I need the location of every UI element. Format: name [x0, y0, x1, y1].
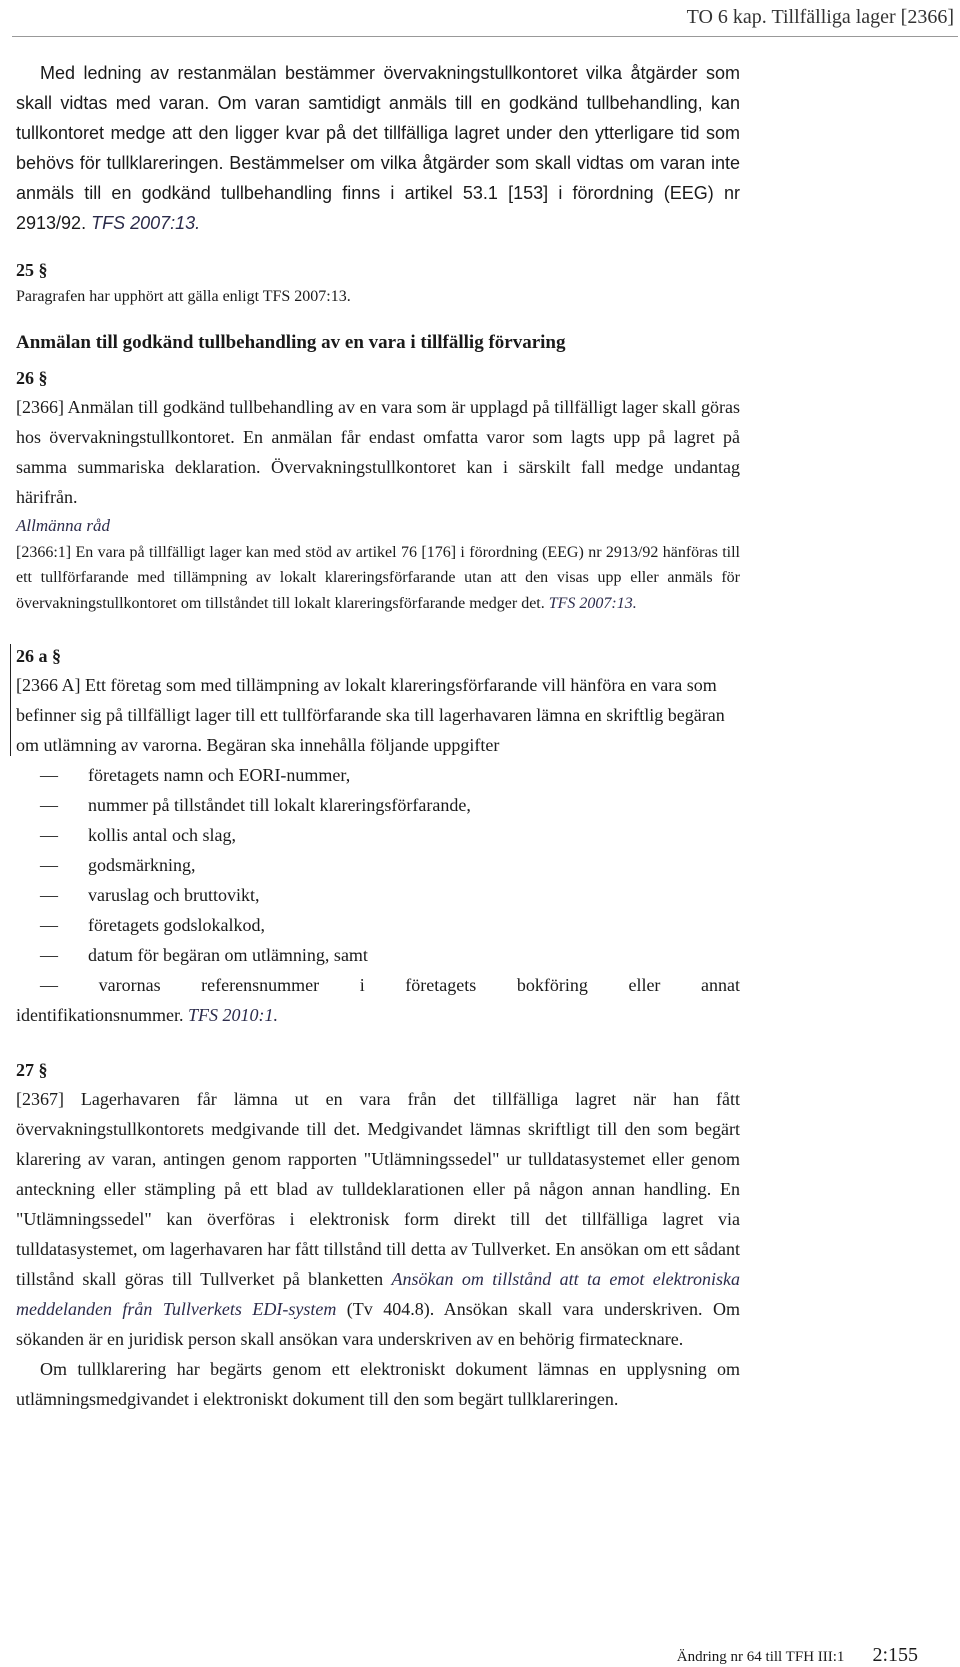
section-27-paragraph-1: [2367] Lagerhavaren får lämna ut en vara från det tillfälliga lagret när han fått övervakningstullkontorets medgivande till det. Medgivandet lämnas skriftligt till den som begärt klarering av varan, antingen genom rapporten "Utlämningssedel" ur tulldatasystemet eller genom anteckning eller stämpling på ett blad av tulldeklarationen eller på någon annan handling. En "Utlämningssedel" kan överföras i elektronisk form direkt till det tillfälliga lagret via tulldatasystemet, om lagerhavaren har fått tillstånd till detta av Tullverket. En ansökan om ett sådant tillstånd skall göras till Tullverket på blanketten Ansökan om tillstånd att ta emot elektroniska meddelanden från Tullverkets EDI-system (Tv 404.8). Ansökan skall vara underskriven. Om sökanden är en juridisk person skall ansökan vara underskriven av en behörig firmatecknare. [16, 1089, 740, 1349]
requirements-list [16, 760, 740, 970]
document-body [16, 58, 740, 1414]
list-item: — kollis antal och slag, [40, 825, 236, 845]
section-27-paragraph-2: Om tullklarering har begärts genom ett elektroniskt dokument lämnas en upplysning om utlämningsmedgivandet i elektroniskt dokument till den som begärt tullklareringen. [16, 1359, 740, 1409]
list-item-last-continuation: identifikationsnummer. TFS 2010:1. [16, 1005, 278, 1025]
section-25-number: 25 § [16, 260, 48, 280]
list-item: — datum för begäran om utlämning, samt [40, 945, 368, 965]
section-26a-ref: TFS 2010:1. [187, 1005, 278, 1025]
intro-paragraph [16, 58, 740, 238]
page-footer [677, 1644, 918, 1667]
page-number: 2:155 [872, 1644, 918, 1666]
list-item-last: — varornas referensnummer i företagets bokföring eller annat [40, 975, 741, 995]
section-26a-text: [2366 A] Ett företag som med tillämpning av lokalt klareringsförfarande vill hänföra en vara som befinner sig på tillfälligt lager till ett tullförfarande ska till lagerhavaren lämna en skriftlig begäran om utlämning av varorna. Begäran ska innehålla följande uppgifter [16, 675, 725, 755]
list-item: — godsmärkning, [40, 855, 196, 875]
allmanna-rad-label: Allmänna råd [16, 515, 110, 535]
list-item: — företagets namn och EORI-nummer, [40, 765, 351, 785]
header-rule [12, 36, 958, 37]
section-26a-number: 26 a § [16, 646, 61, 666]
intro-text: Med ledning av restanmälan bestämmer övervakningstullkontoret vilka åtgärder som skall vidtas med varan. Om varan samtidigt anmäls till en godkänd tullbehandling, kan tullkontoret medge att den ligger kvar på det tillfälliga lagret under den ytterligare tid som behövs för tullklareringen. Bestämmelser om vilka åtgärder som skall vidtas om varan inte anmäls till en godkänd tullbehandling finns i artikel 53.1 [153] i förordning (EEG) nr 2913/92. [16, 63, 740, 233]
section-26-text: [2366] Anmälan till godkänd tullbehandling av en vara som är upplagd på tillfälligt lager skall göras hos övervakningstullkontoret. En anmälan får endast omfatta varor som lagts upp på lagret på samma summariska deklaration. Övervakningstullkontoret kan i särskilt fall medge undantag härifrån. [16, 396, 740, 507]
edition-label: Ändring nr 64 till TFH III:1 [676, 1649, 845, 1665]
allmanna-rad-paragraph [16, 540, 740, 617]
allmanna-rad-text: [2366:1] En vara på tillfälligt lager kan med stöd av artikel 76 [176] i förordning (EEG) nr 2913/92 hänföras till ett tullförfarande med tillämpning av lokalt klareringsförfarande utan att den visas upp eller anmäls för övervakningstullkontoret om tillståndet till lokalt klareringsförfarande medger det. [16, 543, 740, 612]
allmanna-rad-ref: TFS 2007:13. [548, 594, 637, 612]
form-name: Ansökan om tillstånd att ta emot elektroniska meddelanden från Tullverkets EDI-system [16, 1269, 740, 1319]
running-header: TO 6 kap. Tillfälliga lager [2366] [686, 6, 954, 28]
intro-ref: TFS 2007:13. [91, 213, 201, 233]
section-26a-block [16, 642, 740, 760]
heading-anmalan: Anmälan till godkänd tullbehandling av en vara i tillfällig förvaring [16, 331, 566, 353]
list-item: — nummer på tillståndet till lokalt klareringsförfarande, [40, 795, 471, 815]
section-27-number: 27 § [16, 1060, 48, 1080]
section-26-number: 26 § [16, 367, 48, 388]
list-item: — varuslag och bruttovikt, [40, 885, 260, 905]
section-25-text: Paragrafen har upphört att gälla enligt TFS 2007:13. [16, 288, 351, 305]
list-item: — företagets godslokalkod, [40, 915, 265, 935]
